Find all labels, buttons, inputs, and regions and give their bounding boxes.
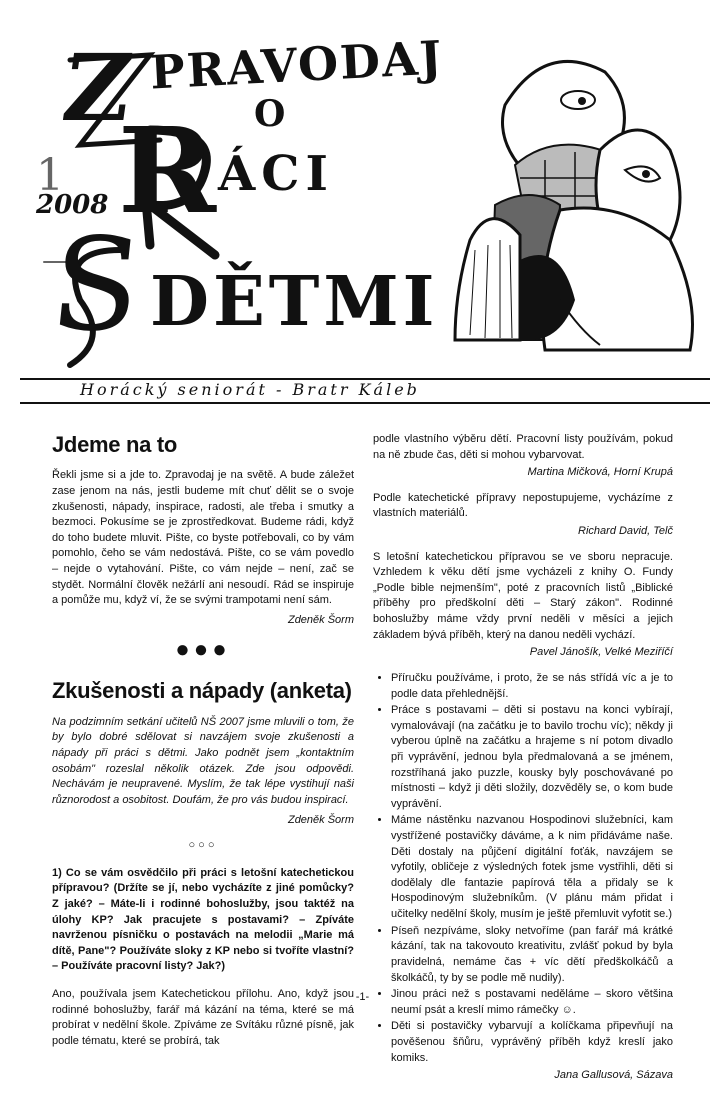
title-letter-z: Z: [56, 34, 139, 142]
answer3-signature: Pavel Jánošík, Velké Meziříčí: [529, 646, 673, 659]
article1-signature: Zdeněk Šorm: [287, 613, 354, 626]
title-letter-s: S: [44, 211, 148, 360]
answer3: S letošní katechetickou přípravou se ve sboru nepracuje. Vzhledem k věku dětí jsme vycházeli z knihy O. Fundy „Podle bible nejmenším", poté z pracovních listů „Biblické příběhy pro předškolní děti – Starý zákon". Rodinné bohoslužby máme vždy první neděli v měsíci a jejich základem bývá příběh, který na danou neděli vychází.: [373, 550, 673, 641]
masthead: [0, 0, 725, 400]
list-item: • Máme nástěnku nazvanou Hospodinovi služebníci, kam vystřížené postavičky dáváme, a k nim přidáváme naše. Děti dostaly na půjčení digitální foťák, navzájem se vyfotily, obličeje z výsledných fotek jsme vystřihli, děti si dodělaly dle fantazie papírová těla a přidaly se k Hospodinovým služebníkům. (V plánu mám přidat i učitelky nedělní školy, musím je ještě přemluvit vyfotit se.): [391, 813, 673, 922]
survey-questions: 1) Co se vám osvědčilo při práci s letošní katechetickou přípravou? (Držíte se jí, nebo vycházíte z jiné pomůcky? Z jaké? – Máte-li i rodinné bohoslužby, jsou taktéž na úlohy KP? Jak pracujete s postavami? – Zpíváte navrženou písničku o postavách na melodii „Marie má dítě, Pane"? Používáte sloky z KP nebo si tvoříte vlastní? – Používáte pracovní listy? Jak?): [52, 866, 354, 973]
answer1-end: podle vlastního výběru dětí. Pracovní listy používám, pokud na ně zbude čas, děti si mohou vybarvovat.: [373, 433, 673, 461]
issue-year: 2008: [36, 190, 109, 220]
title-aci: ÁCI: [218, 146, 334, 202]
subtitle-bar: [20, 378, 710, 404]
separator-circles: ○○○: [188, 839, 218, 852]
figures-illustration: [455, 61, 693, 350]
answer2-signature: Richard David, Telč: [578, 525, 673, 538]
subtitle-text: Horácký seniorát - Bratr Káleb: [80, 380, 420, 399]
answer4-signature: Jana Gallusová, Sázava: [554, 1069, 673, 1082]
answer2: Podle katechetické přípravy nepostupujeme, vycházíme z vlastních materiálů.: [373, 491, 673, 520]
list-item: • Děti si postavičky vybarvují a kolíčkama připevňují na pověšenou šňůru, vyprávěný příběh když kreslí jako komiks.: [391, 1019, 673, 1066]
list-item: • Příručku používáme, i proto, že se nás střídá víc a je to podle data přehlednější.: [391, 671, 673, 702]
issue-number: 1: [36, 150, 64, 201]
article2-intro-signature: Zdeněk Šorm: [287, 813, 354, 826]
title-letter-r: R: [118, 101, 217, 240]
list-item: • Píseň nezpíváme, sloky netvoříme (pan farář má krátké kázání, tak na takovouto kreativitu, zvlášť pokud by byla pravidelná, nemáme čas + víc dětí předškolkáčů a školkáčů, ty by se podle mě nudily).: [391, 924, 673, 986]
answer4-list: [373, 671, 673, 1066]
article2-heading: Zkušenosti a nápady (anketa): [52, 678, 352, 704]
title-letter-o: O: [254, 93, 286, 135]
title-deti: DĚTMI: [150, 262, 439, 342]
list-item: • Jinou práci než s postavami neděláme – skoro většina neumí psát a kreslí mimo rámečky ☺.: [391, 987, 673, 1018]
page-number: -1-: [355, 991, 370, 1003]
answer1-signature: Martina Mičková, Horní Krupá: [527, 466, 673, 479]
article1-body: Řekli jsme si a jde to. Zpravodaj je na světě. A bude záležet zase jenom na nás, jestli budeme mít chuť dělit se o svoje zkušenosti, nápady, inspirace, radosti, ale třeba i smutky a bezmoci. Pokusíme se je zprostředkovat. Budeme rádi, když do toho budete mluvit. Pište, co byste potřebovali, co by vám pomohlo, čeho se vám nedostává. Pište, co se vám povedlo – nejde o vytahování. Pište, co vám nejde – není, zač se stydět. Normální člověk nežárlí ani nesoudí. Rád se inspiruje a pomůže mu, když ví, že se svými trampotami není sám.: [52, 469, 354, 607]
separator-dots: ●●●: [175, 636, 231, 664]
list-item: • Práce s postavami – děti si postavu na konci vybírají, vymalovávají (na začátku je to bavilo trochu víc); někdy ji vyberou úplně na začátku a hrajeme s ní potom divadlo při vyprávění, jednou byla předmalovaná a se jménem, rozstříhaná jako puzzle, kousky byly poschovávané po místnosti – když ji děti složily, dozvěděly se, o kom bude vyprávění.: [391, 703, 673, 812]
answer1-start: Ano, používala jsem Katechetickou přílohu. Ano, když jsou rodinné bohoslužby, farář má kázání na téma, které se má probírat v nedělní škole. Zpíváme ze Svítáku různé písně, jak podle tématu, které se probírá, tak: [52, 988, 354, 1047]
article1-heading: Jdeme na to: [52, 432, 178, 457]
left-column: [52, 432, 354, 1061]
title-pravodaj: PRAVODAJ: [148, 30, 445, 100]
article2-intro: Na podzimním setkání učitelů NŠ 2007 jsme mluvili o tom, že by bylo dobré sdělovat si navzájem svoje zkušenosti a nápady při práci s dětmi. Jako podnět jsem „kontaktním osobám" rozeslal několik otázek. Zde jsou odpovědi. Nechávám je neupravené. Myslím, že tak lépe vystihují naši různorodost a osobitost. Doufám, že pro vás budou inspirací.: [52, 715, 354, 806]
